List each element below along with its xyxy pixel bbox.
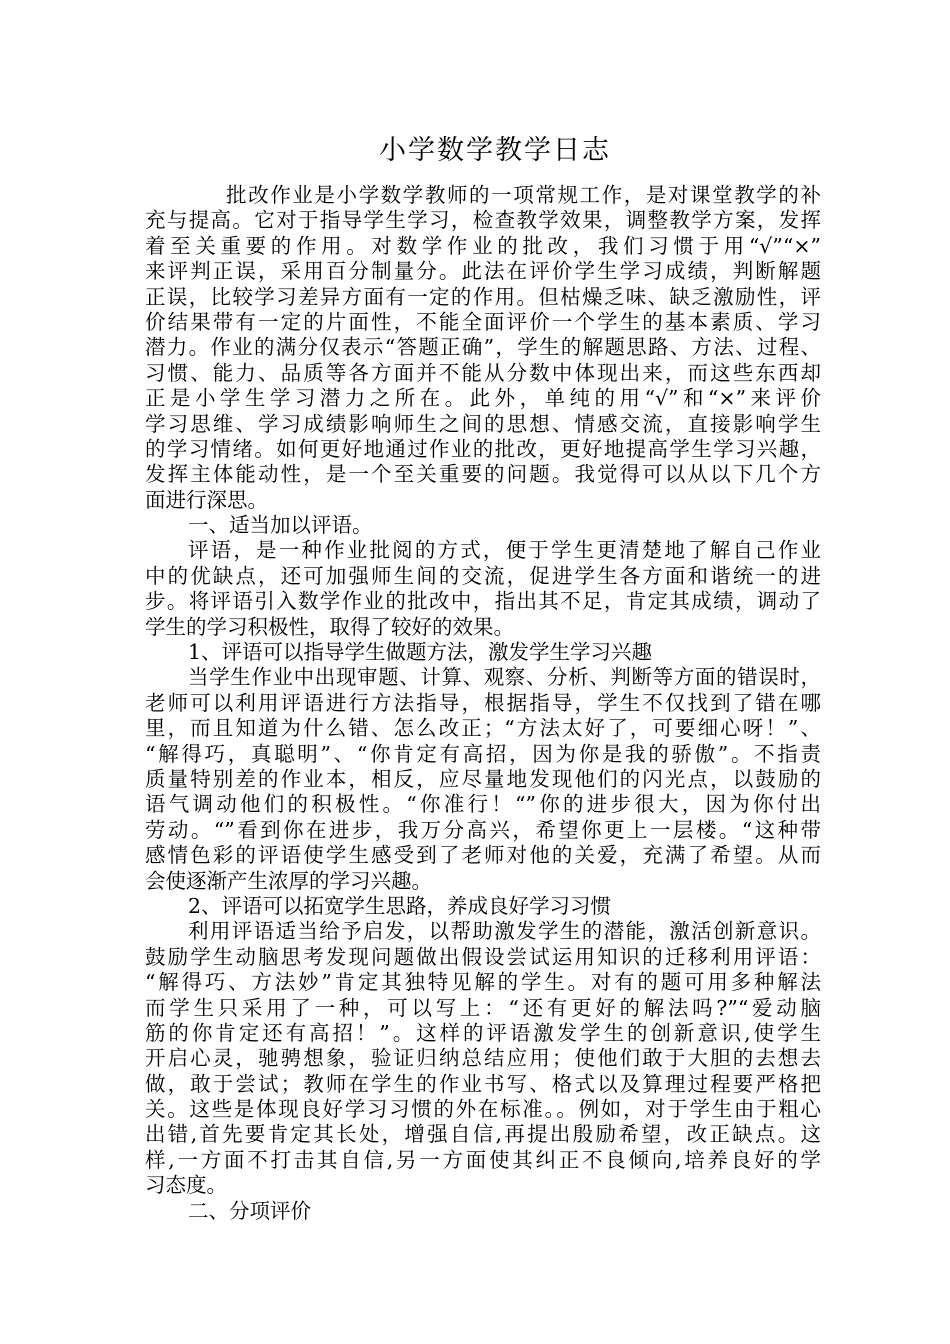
paragraph-line: 而学生只采用了一种，可以写上：“还有更好的解法吗?”“爱动脑 [145, 995, 821, 1020]
paragraph-line: 面进行深思。 [145, 487, 268, 512]
paragraph-line: 样,一方面不打击其自信,另一方面使其纠正不良倾向,培养良好的学 [145, 1147, 821, 1172]
paragraph-line: 出错,首先要肯定其长处，增强自信,再提出殷励希望，改正缺点。这 [145, 1122, 821, 1147]
paragraph-line: 会使逐渐产生浓厚的学习兴趣。 [145, 868, 432, 893]
paragraph-line: 的学习情绪。如何更好地通过作业的批改，更好地提高学生学习兴趣， [145, 436, 821, 461]
paragraph-line: “解得巧、方法妙”肯定其独特见解的学生。对有的题可用多种解法 [145, 970, 821, 995]
paragraph-line: 利用评语适当给予启发，以帮助激发学生的潜能，激活创新意识。 [188, 919, 821, 944]
paragraph-line: 开启心灵，驰骋想象，验证归纳总结应用；使他们敢于大胆的去想去 [145, 1046, 821, 1071]
subsection-heading: 2、评语可以拓宽学生思路，养成良好学习习惯 [188, 893, 612, 918]
paragraph-line: 步。将评语引入数学作业的批改中，指出其不足，肯定其成绩，调动了 [145, 589, 821, 614]
paragraph-line: 劳动。“”看到你在进步，我万分高兴，希望你更上一层楼。“这种带 [145, 817, 821, 842]
paragraph-line: “解得巧，真聪明”、“你肯定有高招，因为你是我的骄傲”。不指责 [145, 741, 821, 766]
paragraph-line: 关。这些是体现良好学习习惯的外在标准。。例如，对于学生由于粗心 [145, 1097, 821, 1122]
paragraph-line: 潜力。作业的满分仅表示“答题正确”，学生的解题思路、方法、过程、 [145, 335, 821, 360]
paragraph-line: 评语，是一种作业批阅的方式，便于学生更清楚地了解自己作业 [188, 538, 821, 563]
paragraph-line: 学习思维、学习成绩影响师生之间的思想、情感交流，直接影响学生 [145, 411, 821, 436]
paragraph-line: 鼓励学生动脑思考发现问题做出假设尝试运用知识的迁移利用评语： [145, 944, 821, 969]
paragraph-line: 语气调动他们的积极性。“你准行！“”你的进步很大，因为你付出 [145, 792, 821, 817]
paragraph-line: 学生的学习积极性，取得了较好的效果。 [145, 614, 514, 639]
paragraph-line: 习态度。 [145, 1173, 227, 1198]
paragraph-line: 价结果带有一定的片面性，不能全面评价一个学生的基本素质、学习 [145, 309, 821, 334]
paragraph-line: 来评判正误，采用百分制量分。此法在评价学生学习成绩，判断解题 [145, 259, 821, 284]
document-body [145, 183, 821, 1224]
paragraph-line: 批改作业是小学数学教师的一项常规工作，是对课堂教学的补 [226, 183, 821, 207]
paragraph-line: 中的优缺点，还可加强师生间的交流，促进学生各方面和谐统一的进 [145, 563, 821, 588]
section-heading: 二、分项评价 [188, 1198, 311, 1223]
section-heading: 一、适当加以评语。 [188, 513, 373, 538]
paragraph-line: 发挥主体能动性，是一个至关重要的问题。我觉得可以从以下几个方 [145, 462, 821, 487]
paragraph-line: 质量特别差的作业本，相反，应尽量地发现他们的闪光点，以鼓励的 [145, 766, 821, 791]
paragraph-line: 正是小学生学习潜力之所在。此外，单纯的用“√”和“×”来评价 [145, 386, 821, 411]
paragraph-line: 感情色彩的评语使学生感受到了老师对他的关爱，充满了希望。从而 [145, 843, 821, 868]
paragraph-line: 正误，比较学习差异方面有一定的作用。但枯燥乏味、缺乏激励性，评 [145, 284, 821, 309]
subsection-heading: 1、评语可以指导学生做题方法，激发学生学习兴趣 [188, 640, 653, 665]
paragraph-line: 当学生作业中出现审题、计算、观察、分析、判断等方面的错误时， [188, 665, 821, 690]
paragraph-line: 着至关重要的作用。对数学作业的批改，我们习惯于用“√”“×” [145, 233, 821, 258]
paragraph-line: 老师可以利用评语进行方法指导，根据指导，学生不仅找到了错在哪 [145, 690, 821, 715]
paragraph-line: 做，敢于尝试；教师在学生的作业书写、格式以及算理过程要严格把 [145, 1071, 821, 1096]
paragraph-line: 里，而且知道为什么错、怎么改正；“方法太好了，可要细心呀！”、 [145, 716, 821, 741]
paragraph-line: 习惯、能力、品质等各方面并不能从分数中体现出来，而这些东西却 [145, 360, 821, 385]
document-title: 小学数学教学日志 [379, 135, 611, 166]
paragraph-line: 充与提高。它对于指导学生学习，检查教学效果，调整教学方案，发挥 [145, 208, 821, 233]
paragraph-line: 筋的你肯定还有高招！”。这样的评语激发学生的创新意识,使学生 [145, 1020, 821, 1045]
